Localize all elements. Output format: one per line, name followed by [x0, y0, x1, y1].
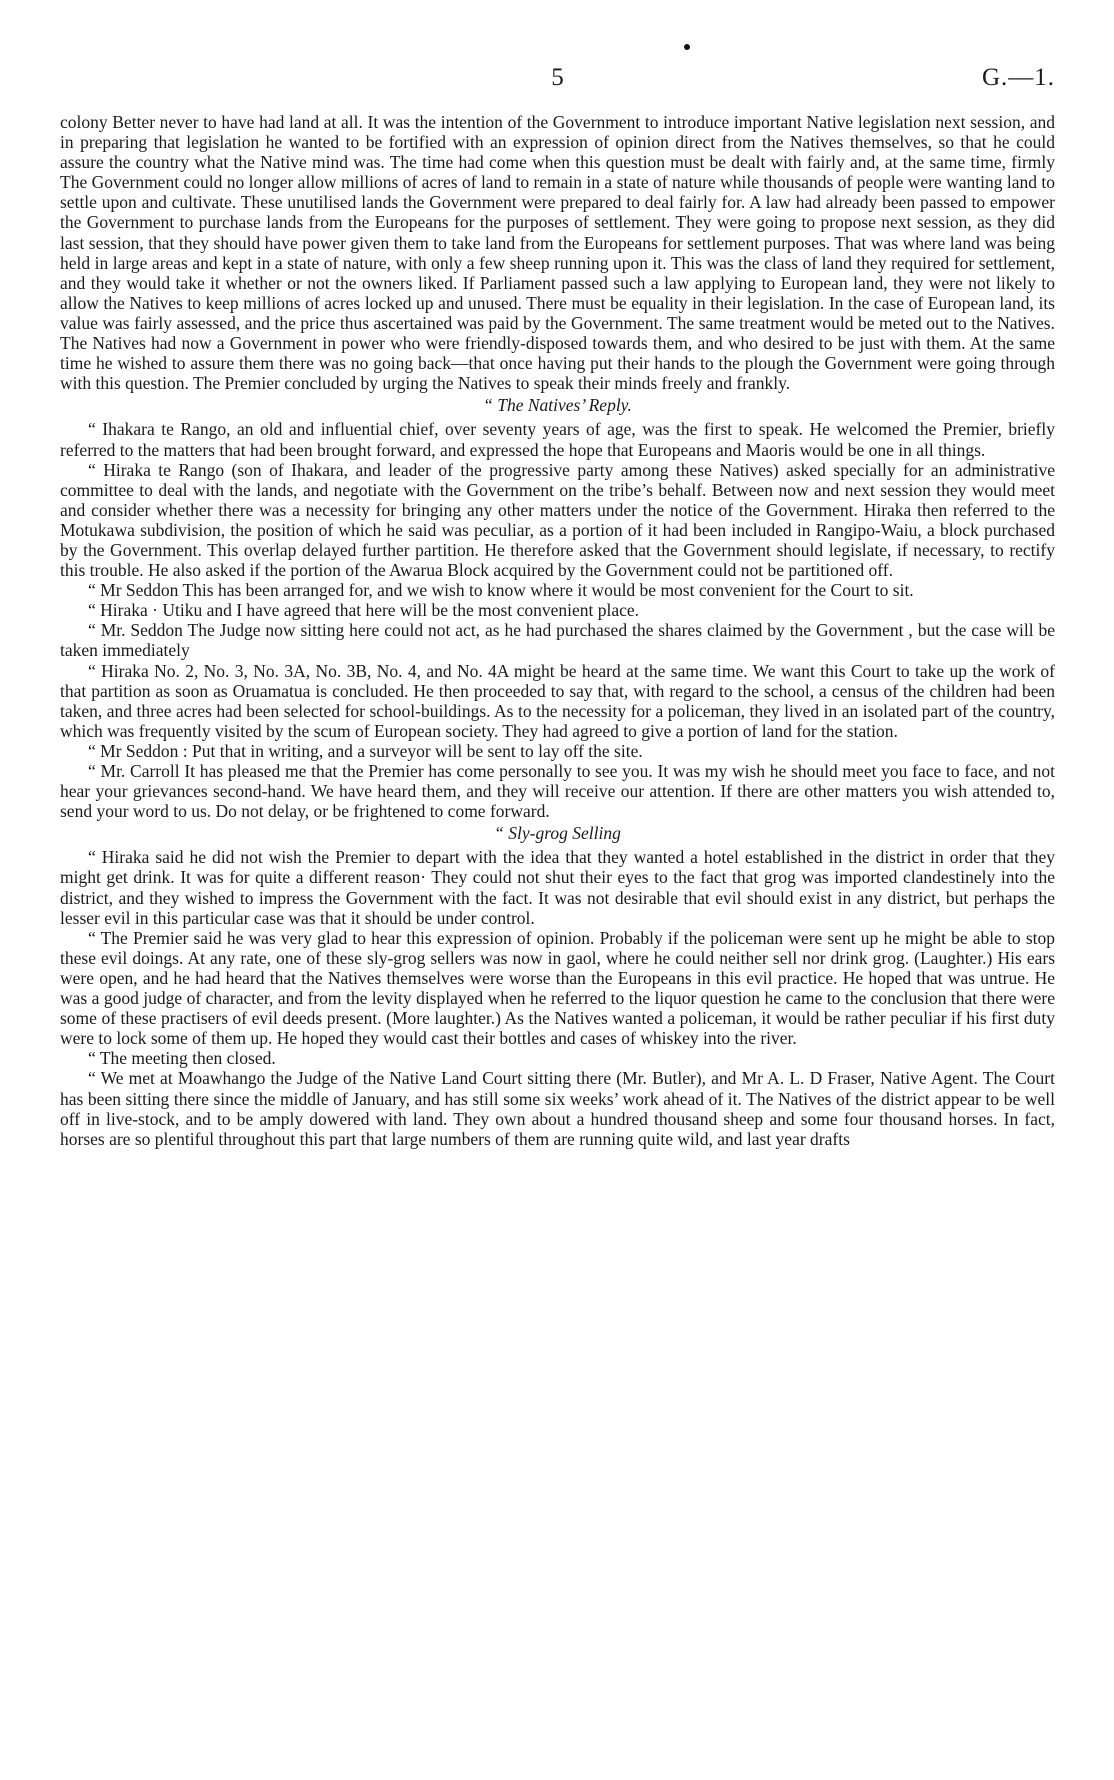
paragraph-hiraka-partition: “ Hiraka No. 2, No. 3, No. 3A, No. 3B, No. 4, and No. 4A might be heard at the same time. We want this Court to take up the work of that partition as soon as Oruamatua is concluded. He then proceeded to say that, with regard to the school, a census of the children had been taken, and three acres had been selected for school-buildings. As to the necessity for a policeman, they lived in an isolated part of the country, which was frequently visited by the scum of European society. They had agreed to give a portion of land for the station. [60, 660, 1055, 741]
paragraph-ihakara: “ Ihakara te Rango, an old and influential chief, over seventy years of age, was the first to speak. He welcomed the Premier, briefly referred to the matters that had been brought forward, and expressed the hope that Europeans and Maoris would be one in all things. [60, 419, 1055, 460]
paragraph-meeting-closed: “ The meeting then closed. [88, 1048, 276, 1069]
page-header [60, 64, 1055, 104]
paragraph-moawhango: “ We met at Moawhango the Judge of the Native Land Court sitting there (Mr. Butler), and Mr A. L. D Fraser, Native Agent. The Court has been sitting there since the middle of January, and has still some six weeks’ work ahead of it. The Natives of the district appear to be well off in live-stock, and to be amply dowered with land. They own about a hundred thousand sheep and some four thousand horses. In fact, horses are so plentiful throughout this part that large numbers of them are running quite wild, and last year drafts [60, 1068, 1055, 1149]
section-heading-natives-reply: “ The Natives’ Reply. [483, 395, 632, 416]
document-body [60, 112, 1055, 1149]
paragraph-seddon-writing: “ Mr Seddon : Put that in writing, and a surveyor will be sent to lay off the site. [88, 740, 643, 761]
paragraph-carroll: “ Mr. Carroll It has pleased me that the Premier has come personally to see you. It was my wish he should meet you face to face, and not hear your grievances second-hand. We have heard them, and they will receive our attention. If there are other matters you wish attended to, send your word to us. Do not delay, or be frightened to come forward. [60, 761, 1055, 822]
page-number: 5 [551, 64, 564, 91]
print-mark [684, 44, 690, 50]
paragraph-seddon-court: “ Mr Seddon This has been arranged for, and we wish to know where it would be most convenient for the Court to sit. [88, 580, 914, 601]
paragraph-colony: colony Better never to have had land at all. It was the intention of the Government to introduce important Native legislation next session, and in preparing that legislation he wanted to be fortified with an expression of opinion direct from the Natives themselves, so that he could assure the country what the Native mind was. The time had come when this question must be dealt with fairly and, at the same time, firmly The Government could no longer allow millions of acres of land to remain in a state of nature while thousands of people were wanting land to settle upon and cultivate. These unutilised lands the Government were prepared to deal fairly for. A law had already been passed to empower the Government to purchase lands from the Europeans for the purposes of settlement. They were going to propose next session, as they did last session, that they should have power given them to take land from the Europeans for settlement purposes. That was where land was being held in large areas and kept in a state of nature, with only a few sheep running upon it. This was the class of land they required for settlement, and they would take it whether or not the owners liked. If Parliament passed such a law applying to European land, they were not likely to allow the Natives to keep millions of acres locked up and unused. There must be equality in their legislation. In the case of European land, its value was fairly assessed, and the price thus ascertained was paid by the Government. The same treatment would be meted out to the Natives. The Natives had now a Government in power who were friendly-disposed towards them, and who desired to be just with them. At the same time he wished to assure them there was no going back—that once having put their hands to the plough the Government were going through with this question. The Premier concluded by urging the Natives to speak their minds freely and frankly. [60, 112, 1055, 394]
paragraph-hiraka-utiku: “ Hiraka · Utiku and I have agreed that here will be the most convenient place. [88, 600, 640, 621]
paragraph-seddon-judge: “ Mr. Seddon The Judge now sitting here could not act, as he had purchased the shares claimed by the Government , but the case will be taken immediately [60, 620, 1055, 661]
section-heading-sly-grog: “ Sly-grog Selling [494, 823, 621, 844]
paragraph-premier-policeman: “ The Premier said he was very glad to hear this expression of opinion. Probably if the policeman were sent up he might be able to stop these evil doings. At any rate, one of these sly-grog sellers was now in gaol, where he could neither sell nor drink grog. (Laughter.) His ears were open, and he had heard that the Natives themselves were worse than the Europeans in this evil practice. He hoped that was untrue. He was a good judge of character, and from the levity displayed when he referred to the liquor question he came to the conclusion that there were some of these practisers of evil deeds present. (More laughter.) As the Natives wanted a policeman, it would be rather peculiar if his first duty were to lock some of them up. He hoped they would cast their bottles and cases of whiskey into the river. [60, 927, 1055, 1049]
paragraph-hiraka-committee: “ Hiraka te Rango (son of Ihakara, and leader of the progressive party among these Natives) asked specially for an administrative committee to deal with the lands, and negotiate with the Government on the tribe’s behalf. Between now and next session they would meet and consider whether there was a necessity for bringing any other matters under the notice of the Government. Hiraka then referred to the Motukawa subdivision, the position of which he said was peculiar, as a portion of it had been included in Rangipo-Waiu, a block purchased by the Government. This overlap delayed further partition. He therefore asked that the Government should legislate, if necessary, to rectify this trouble. He also asked if the portion of the Awarua Block acquired by the Government could not be partitioned off. [60, 459, 1055, 581]
document-reference: G.—1. [981, 64, 1055, 91]
paragraph-hiraka-hotel: “ Hiraka said he did not wish the Premier to depart with the idea that they wanted a hotel established in the district in order that they might get drink. It was for quite a different reason· They could not shut their eyes to the fact that grog was imported clandestinely into the district, and they wished to impress the Government with the fact. It was not desirable that evil should exist in any district, but perhaps the lesser evil in this particular case was that it should be under control. [60, 847, 1055, 928]
